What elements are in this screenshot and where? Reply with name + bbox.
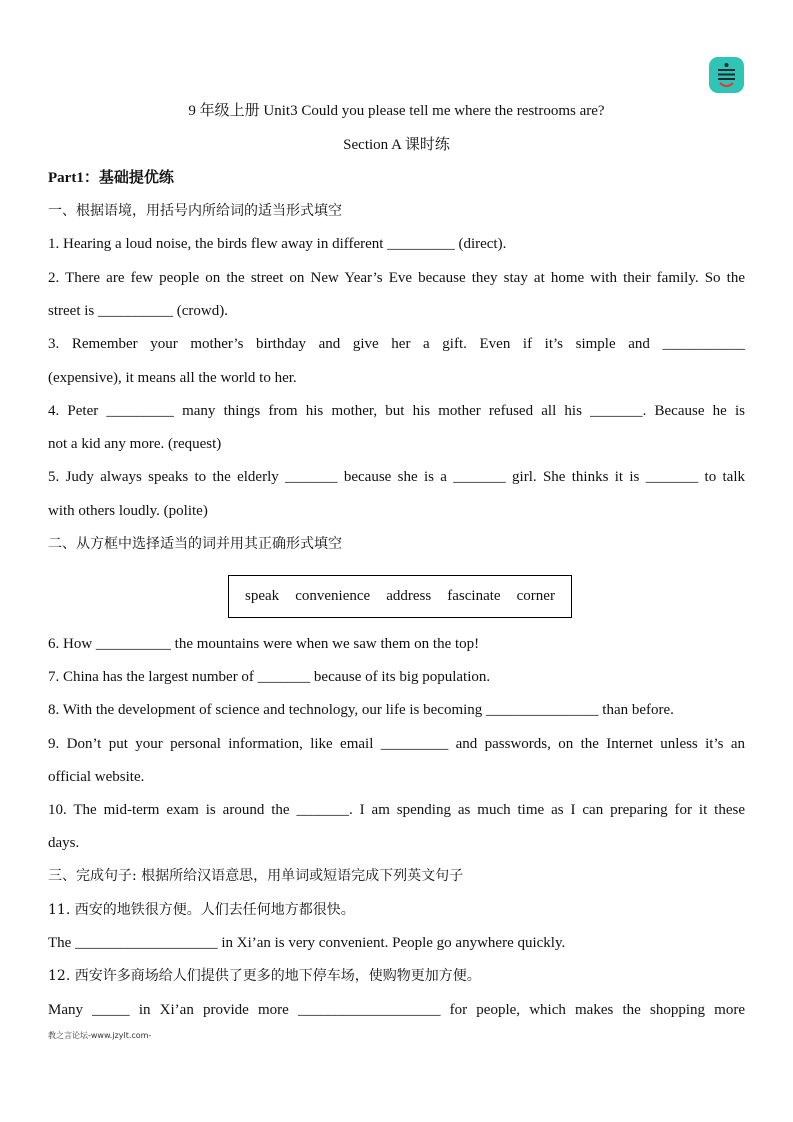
question-line: 11. 西安的地铁很方便。人们去任何地方都很快。 xyxy=(48,902,355,918)
question-line: days. xyxy=(48,835,80,851)
question-line: 7. China has the largest number of _______ because of its big population. xyxy=(48,669,491,685)
footer-watermark: 教之言论坛-www.jzylt.com- xyxy=(48,1031,152,1040)
question-line: street is __________ (crowd). xyxy=(48,303,228,319)
question-line: 4. Peter _________ many things from his mother, but his mother refused all his _______. Because he is xyxy=(48,403,745,419)
worksheet-subtitle: Section A 课时练 xyxy=(343,137,450,153)
question-line: The ___________________ in Xi’an is very convenient. People go anywhere quickly. xyxy=(48,935,566,951)
word-bank-item: speak xyxy=(245,588,280,604)
word-bank-item: address xyxy=(386,588,432,604)
question-line: 9. Don’t put your personal information, like email _________ and passwords, on the Internet unless it’s an xyxy=(48,736,745,752)
question-line: 1. Hearing a loud noise, the birds flew away in different _________ (direct). xyxy=(48,236,507,252)
section3-heading: 三、完成句子: 根据所给汉语意思，用单词或短语完成下列英文句子 xyxy=(48,868,464,884)
question-line: 10. The mid-term exam is around the _______. I am spending as much time as I can preparing for it these xyxy=(48,802,745,818)
word-bank-item: convenience xyxy=(295,588,371,604)
part1-heading: Part1：基础提优练 xyxy=(48,170,174,186)
question-line: with others loudly. (polite) xyxy=(48,503,208,519)
question-line: (expensive), it means all the world to her. xyxy=(48,370,297,386)
section2-heading: 二、从方框中选择适当的词并用其正确形式填空 xyxy=(48,536,342,552)
question-line: 12. 西安许多商场给人们提供了更多的地下停车场，使购物更加方便。 xyxy=(48,968,481,984)
book-face-icon xyxy=(709,57,744,93)
worksheet-title: 9 年级上册 Unit3 Could you please tell me where the restrooms are? xyxy=(188,103,605,119)
question-line: 5. Judy always speaks to the elderly _______ because she is a _______ girl. She thinks it is _______ to talk xyxy=(48,469,745,485)
question-line: 2. There are few people on the street on New Year’s Eve because they stay at home with their family. So the xyxy=(48,270,745,286)
question-line: not a kid any more. (request) xyxy=(48,436,222,452)
word-bank-item: corner xyxy=(516,588,555,604)
word-bank-box xyxy=(228,575,572,618)
word-bank-item: fascinate xyxy=(447,588,501,604)
question-line: official website. xyxy=(48,769,145,785)
question-line: 3. Remember your mother’s birthday and give her a gift. Even if it’s simple and ___________ xyxy=(48,336,745,352)
question-line: 6. How __________ the mountains were when we saw them on the top! xyxy=(48,636,480,652)
logo xyxy=(709,57,744,93)
question-line: 8. With the development of science and technology, our life is becoming _______________ than before. xyxy=(48,702,674,718)
section1-heading: 一、根据语境，用括号内所给词的适当形式填空 xyxy=(48,203,342,219)
question-line: Many _____ in Xi’an provide more ___________________ for people, which makes the shopping more xyxy=(48,1002,745,1018)
